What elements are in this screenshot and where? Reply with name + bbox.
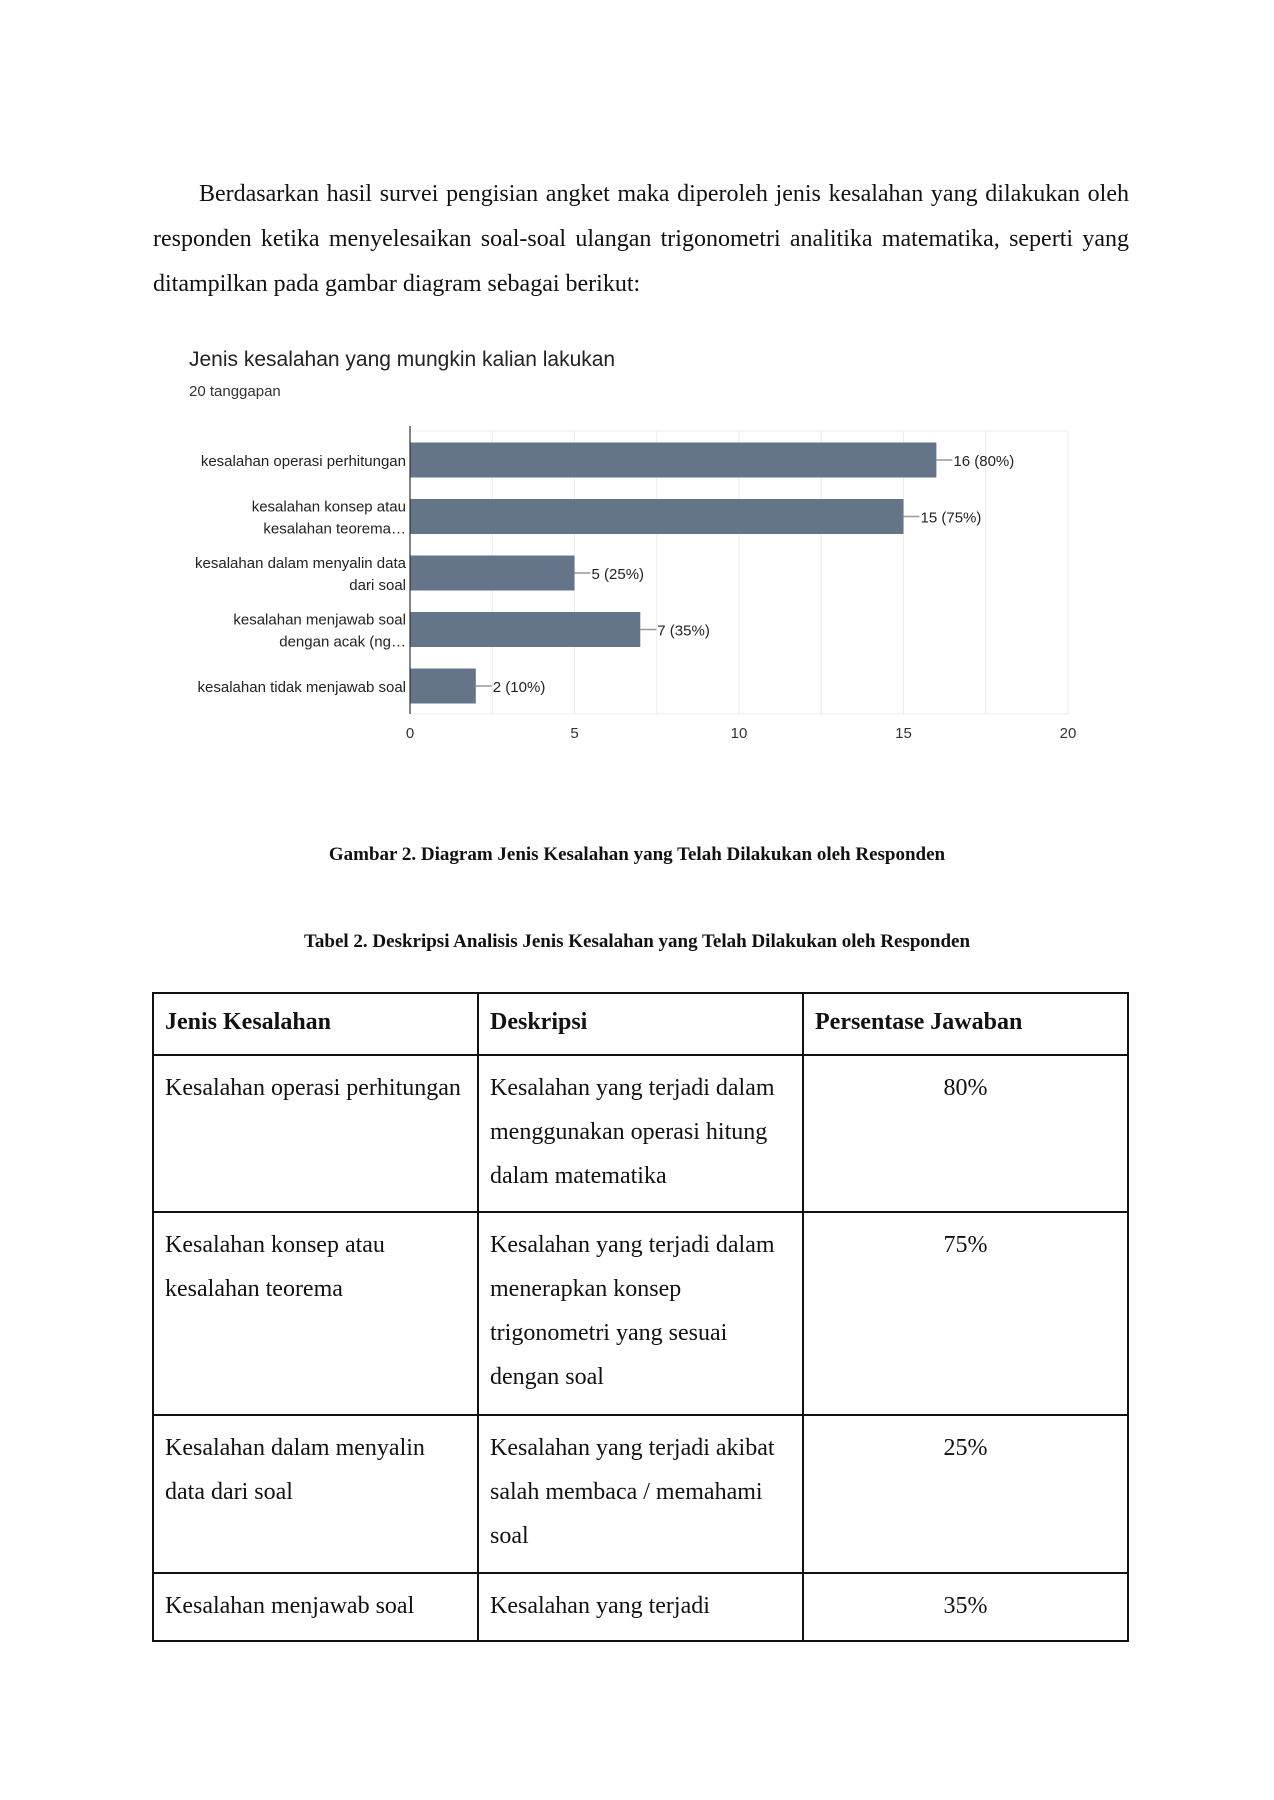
cell-deskripsi: Kesalahan yang terjadi dalam menggunakan operasi hitung dalam matematika (478, 1055, 803, 1212)
data-label: 16 (80%) (953, 453, 1015, 470)
x-tick-label: 20 (1059, 725, 1077, 742)
category-label: kesalahan operasi perhitungan (200, 453, 406, 470)
x-tick-label: 15 (895, 725, 912, 742)
bar (410, 612, 640, 647)
figure-caption: Gambar 2. Diagram Jenis Kesalahan yang Telah Dilakukan oleh Responden (328, 844, 946, 865)
category-label: dari soal (349, 577, 406, 594)
x-tick-label: 0 (405, 725, 415, 742)
bar (410, 499, 904, 534)
bar (410, 443, 936, 478)
cell-persentase: 80% (803, 1055, 1128, 1212)
cell-jenis: Kesalahan operasi perhitungan (153, 1055, 478, 1212)
category-label: kesalahan konsep atau (251, 498, 406, 516)
header-persentase: Persentase Jawaban (803, 993, 1128, 1055)
data-label: 7 (35%) (657, 622, 710, 640)
chart-title: Jenis kesalahan yang mungkin kalian lakukan (189, 348, 616, 371)
category-label: kesalahan teorema… (263, 520, 406, 538)
x-tick-label: 10 (730, 725, 748, 742)
data-label: 5 (25%) (591, 566, 645, 583)
cell-jenis: Kesalahan konsep atau kesalahan teorema (153, 1212, 478, 1415)
cell-deskripsi: Kesalahan yang terjadi akibat salah membaca / memahami soal (478, 1415, 803, 1573)
intro-paragraph: Berdasarkan hasil survei pengisian angket maka diperoleh jenis kesalahan yang dilakukan oleh responden ketika menyelesaikan soal-soal ulangan trigonometri analitika matematika, seperti yang ditampilkan pada gambar diagram sebagai berikut: (153, 181, 1129, 297)
table-row (153, 1415, 1128, 1573)
x-tick-label: 5 (570, 725, 579, 742)
cell-deskripsi: Kesalahan yang terjadi (478, 1573, 803, 1641)
table-caption: Tabel 2. Deskripsi Analisis Jenis Kesalahan yang Telah Dilakukan oleh Responden (303, 931, 971, 952)
header-deskripsi: Deskripsi (478, 993, 803, 1055)
bar (410, 556, 575, 591)
data-label: 2 (10%) (492, 679, 546, 696)
category-label: kesalahan tidak menjawab soal (197, 679, 406, 696)
category-label: kesalahan dalam menyalin data (195, 555, 406, 572)
cell-persentase: 35% (803, 1573, 1128, 1641)
cell-persentase: 75% (803, 1212, 1128, 1415)
chart-subtitle: 20 tanggapan (189, 383, 281, 400)
table-row (153, 1055, 1128, 1212)
table-row (153, 1212, 1128, 1415)
cell-jenis: Kesalahan dalam menyalin data dari soal (153, 1415, 478, 1573)
bar (410, 669, 476, 704)
cell-persentase: 25% (803, 1415, 1128, 1573)
table-row (153, 1573, 1128, 1641)
header-jenis: Jenis Kesalahan (153, 993, 478, 1055)
category-label: kesalahan menjawab soal (233, 611, 406, 629)
bar-chart (0, 0, 1274, 760)
error-analysis-table (152, 992, 1129, 1642)
data-label: 15 (75%) (920, 509, 982, 527)
cell-jenis: Kesalahan menjawab soal (153, 1573, 478, 1641)
cell-deskripsi: Kesalahan yang terjadi dalam menerapkan konsep trigonometri yang sesuai dengan soal (478, 1212, 803, 1415)
category-label: dengan acak (ng… (279, 633, 406, 651)
